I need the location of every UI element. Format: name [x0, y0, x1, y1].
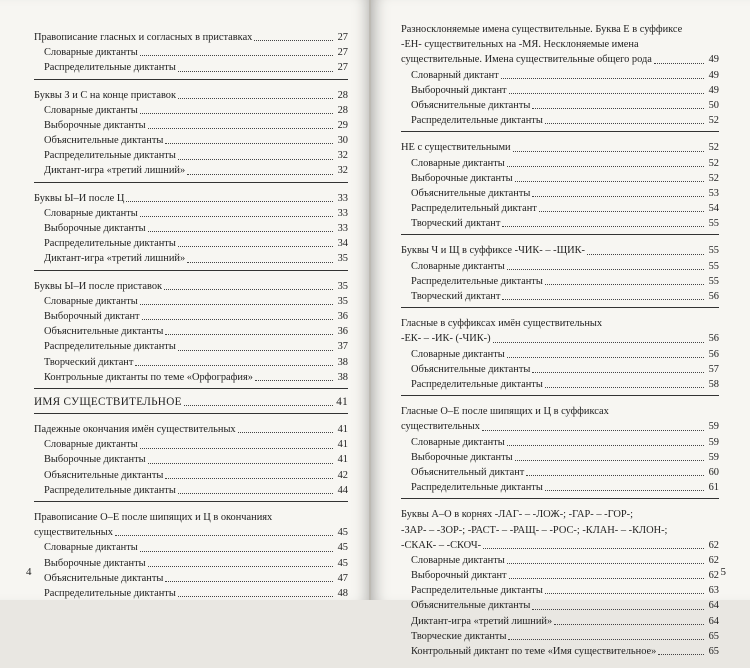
chapter-heading [34, 395, 348, 414]
toc-entry[interactable]: Словарные диктанты 28 [44, 104, 348, 116]
toc-entry[interactable]: Объяснительный диктант 60 [411, 466, 719, 478]
toc-entry[interactable]: Словарные диктанты 27 [44, 47, 348, 59]
toc-heading[interactable]: -СКАК- – -СКОЧ- 62 [401, 539, 719, 551]
toc-entry[interactable]: Выборочный диктант 49 [411, 84, 719, 96]
toc-entry[interactable]: Выборочные диктанты 59 [411, 451, 719, 463]
toc-entry[interactable]: Распределительные диктанты 52 [411, 115, 719, 127]
toc-section [34, 28, 348, 80]
toc-heading[interactable]: Буквы Ы–И после приставок 35 [34, 280, 348, 292]
page-number: 4 [26, 566, 32, 578]
toc-heading[interactable]: существительных 45 [34, 527, 348, 539]
toc-entry[interactable]: Словарные диктанты 56 [411, 348, 719, 360]
toc-entry[interactable]: Словарные диктанты 35 [44, 295, 348, 307]
toc-heading[interactable]: НЕ с существительными 52 [401, 142, 719, 154]
toc-entry[interactable]: Словарные диктанты 62 [411, 554, 719, 566]
toc-heading-line: Разносклоняемые имена существительные. Буква Е в суффиксе [401, 24, 683, 35]
toc-entry[interactable]: Распределительные диктанты 55 [411, 275, 719, 287]
toc-section [401, 402, 719, 499]
toc-entry[interactable]: Выборочный диктант 62 [411, 570, 719, 582]
toc-heading[interactable]: Правописание гласных и согласных в приставках 27 [34, 31, 348, 43]
toc-heading[interactable]: -ЕК- – -ИК- (-ЧИК-) 56 [401, 333, 719, 345]
toc-section [34, 86, 348, 183]
toc-entry[interactable]: Словарные диктанты 55 [411, 260, 719, 272]
toc-entry[interactable]: Выборочные диктанты 33 [44, 223, 348, 235]
toc-heading[interactable]: Буквы Ч и Щ в суффиксе -ЧИК- – -ЩИК- 55 [401, 245, 719, 257]
toc-entry[interactable]: Распределительные диктанты 37 [44, 341, 348, 353]
toc-entry[interactable]: Объяснительные диктанты 47 [44, 572, 348, 584]
toc-section [401, 20, 719, 132]
toc-entry[interactable]: Словарные диктанты 41 [44, 439, 348, 451]
toc-heading[interactable]: существительные. Имена существительные общего рода 49 [401, 54, 719, 66]
toc-entry[interactable]: Словарные диктанты 45 [44, 542, 348, 554]
toc-section [34, 277, 348, 389]
toc-entry[interactable]: Распределительные диктанты 27 [44, 62, 348, 74]
toc-entry[interactable]: Выборочные диктанты 29 [44, 119, 348, 131]
toc-heading[interactable]: Падежные окончания имён существительных 41 [34, 424, 348, 436]
toc-entry[interactable]: Контрольный диктант по теме «Имя существительное» 65 [411, 646, 719, 658]
toc-entry[interactable]: Распределительные диктанты 61 [411, 482, 719, 494]
toc-entry[interactable]: Выборочные диктанты 41 [44, 454, 348, 466]
toc-entry[interactable]: Словарные диктанты 33 [44, 207, 348, 219]
toc-entry[interactable]: Объяснительные диктанты 64 [411, 600, 719, 612]
toc-heading[interactable]: Буквы Ы–И после Ц 33 [34, 192, 348, 204]
toc-entry[interactable]: Распределительные диктанты 32 [44, 150, 348, 162]
toc-entry[interactable]: Распределительные диктанты 48 [44, 588, 348, 599]
toc-entry[interactable]: Распределительные диктанты 44 [44, 484, 348, 496]
toc-entry[interactable]: Словарные диктанты 52 [411, 157, 719, 169]
left-page [0, 0, 371, 600]
toc-section [401, 241, 719, 308]
page-number: 5 [720, 566, 726, 578]
toc-entry[interactable]: Объяснительные диктанты 50 [411, 99, 719, 111]
toc-entry[interactable]: Творческие диктанты 65 [411, 630, 719, 642]
toc-entry[interactable]: Распределительный диктант 54 [411, 203, 719, 215]
toc-entry[interactable]: Объяснительные диктанты 57 [411, 363, 719, 375]
toc-entry[interactable]: Диктант-игра «третий лишний» 64 [411, 615, 719, 627]
toc-heading-line: Гласные О–Е после шипящих и Ц в суффиксах [401, 406, 609, 418]
toc-entry[interactable]: Диктант-игра «третий лишний» 32 [44, 165, 348, 177]
toc-heading[interactable]: существительных 59 [401, 421, 719, 433]
toc-entry[interactable]: Объяснительные диктанты 30 [44, 135, 348, 147]
toc-heading-line: Правописание О–Е после шипящих и Ц в окончаниях [34, 512, 273, 524]
toc-entry[interactable]: Диктант-игра «третий лишний» 35 [44, 253, 348, 265]
toc-entry[interactable]: Объяснительные диктанты 36 [44, 326, 348, 338]
toc-entry[interactable]: Выборочные диктанты 52 [411, 172, 719, 184]
toc-section [34, 189, 348, 271]
toc-entry[interactable]: Объяснительные диктанты 42 [44, 469, 348, 481]
toc-section [401, 505, 719, 662]
toc-chapter-entry[interactable]: ИМЯ СУЩЕСТВИТЕЛЬНОЕ 41 [34, 395, 348, 408]
toc-entry[interactable]: Словарный диктант 49 [411, 69, 719, 81]
toc-entry[interactable]: Объяснительные диктанты 53 [411, 187, 719, 199]
toc-heading[interactable]: Буквы З и С на конце приставок 28 [34, 89, 348, 101]
toc-entry[interactable]: Выборочные диктанты 45 [44, 557, 348, 569]
right-toc [401, 20, 719, 668]
toc-section [34, 508, 348, 604]
toc-section [34, 420, 348, 502]
toc-entry[interactable]: Распределительные диктанты 63 [411, 585, 719, 597]
toc-entry[interactable]: Творческий диктант 56 [411, 291, 719, 303]
toc-entry[interactable]: Контрольные диктанты по теме «Орфография» 38 [44, 371, 348, 383]
toc-heading-line: Гласные в суффиксах имён существительных [401, 318, 603, 330]
toc-entry[interactable]: Словарные диктанты 59 [411, 436, 719, 448]
left-toc [34, 28, 348, 610]
toc-heading-line: Буквы А–О в корнях -ЛАГ- – -ЛОЖ-; -ГАР- – -ГОР-; [401, 509, 633, 521]
toc-heading-line: -ЕН- существительных на -МЯ. Несклоняемые имена [401, 39, 639, 51]
toc-section [401, 314, 719, 396]
toc-entry[interactable]: Творческий диктант 55 [411, 218, 719, 230]
toc-entry[interactable]: Распределительные диктанты 58 [411, 378, 719, 390]
toc-entry[interactable]: Творческий диктант 38 [44, 356, 348, 368]
right-page [371, 0, 750, 658]
toc-heading-line: -ЗАР- – -ЗОР-; -РАСТ- – -РАЩ- – -РОС-; -КЛАН- – -КЛОН-; [401, 524, 668, 536]
toc-entry[interactable]: Выборочный диктант 36 [44, 310, 348, 322]
toc-section [401, 138, 719, 235]
toc-entry[interactable]: Распределительные диктанты 34 [44, 238, 348, 250]
